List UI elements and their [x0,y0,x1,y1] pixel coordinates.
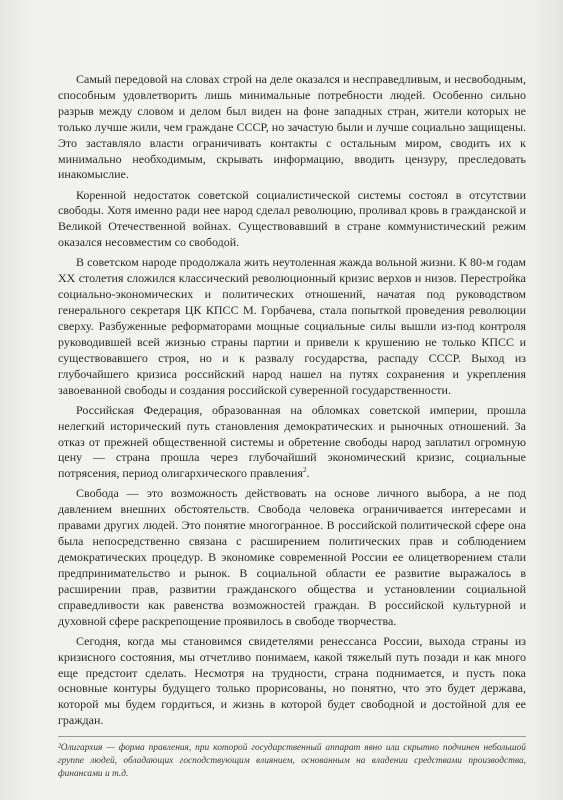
paragraph-1: Самый передовой на словах строй на деле оказался и несправедливым, и несвободным, способным удовлетворить лишь минимальные потребности людей. Особенно сильно разрыв между словом и делом был виден на фоне западных стран, жители которых не только лучше жили, чем граждане СССР, но зачастую были и лучше социально защищены. Это заставляло власти ограничивать контакты с остальным миром, сводить их к минимально необходимым, скрывать информацию, вводить цензуру, преследовать инакомыслие. [58,72,526,182]
paragraph-3: В советском народе продолжала жить неутоленная жажда вольной жизни. К 80-м годам XX столетия сложился классический революционный кризис верхов и низов. Перестройка социально-экономических и политических отношений, начатая под руководством генерального секретаря ЦК КПСС М. Горбачева, стала попыткой проведения революции сверху. Разбуженные реформаторами мощные социальные силы вышли из-под контроля руководившей всей жизнью страны партии и привели к крушению не только КПСС и существовавшего строя, но и к развалу государства, распаду СССР. Выход из глубочайшего кризиса российский народ нашел на путях сохранения и укрепления завоеванной свободы и создания российской суверенной государственности. [58,255,526,397]
paragraph-4 [58,403,526,483]
footnote-divider [58,736,526,737]
paragraph-2: Коренной недостаток советской социалистической системы состоял в отсутствии свободы. Хотя именно ради нее народ сделал революцию, проливал кровь в гражданской и Великой Отечественной войнах. Существовавший в стране коммунистический режим оказался несовместим со свободой. [58,187,526,250]
paragraph-4-text: Российская Федерация, образованная на обломках советской империи, прошла нелегкий исторический путь становления демократических и рыночных отношений. За отказ от прежней общественной системы и обретение свободы народ заплатил огромную цену — страна прошла через глубочайший экономический кризис, социальные потрясения, период олигархического правления [58,402,526,481]
paragraph-6: Сегодня, когда мы становимся свидетелями ренессанса России, выхода страны из кризисного состояния, мы отчетливо понимаем, какой тяжелый путь позади и как много еще предстоит сделать. Несмотря на трудности, страна поднимается, и пусть пока основные контуры будущего только прорисованы, но понятно, что это будет держава, которой мы будем гордиться, и жизнь в которой будет свободной и достойной для ее граждан. [58,633,526,728]
footnote-section [58,742,526,781]
main-text [58,72,526,733]
footnote-text: ²Олигархия — форма правления, при которой государственный аппарат явно или скрытно подчинен небольшой группе людей, обладающих господствующим влиянием, основанным на владении средствами производства, финансами и т.д. [58,743,526,779]
footnote-reference[interactable]: 2 [302,466,307,475]
paragraph-5: Свобода — это возможность действовать на основе личного выбора, а не под давлением внешних обстоятельств. Свобода человека ограничивается интересами и правами других людей. Это понятие многогранное. В российской политической сфере она была непосредственно связана с расширением политических прав и соблюдением демократических процедур. В экономике современной России ее олицетворением стали предпринимательство и рынок. В социальной области ее развитие выражалось в расширении прав, развитии гражданского общества и установлении социальной справедливости как равенства возможностей граждан. В российской культурной и духовной сфере раскрепощение проявилось в свободе творчества. [58,486,526,628]
paragraph-4-end: . [306,466,310,481]
